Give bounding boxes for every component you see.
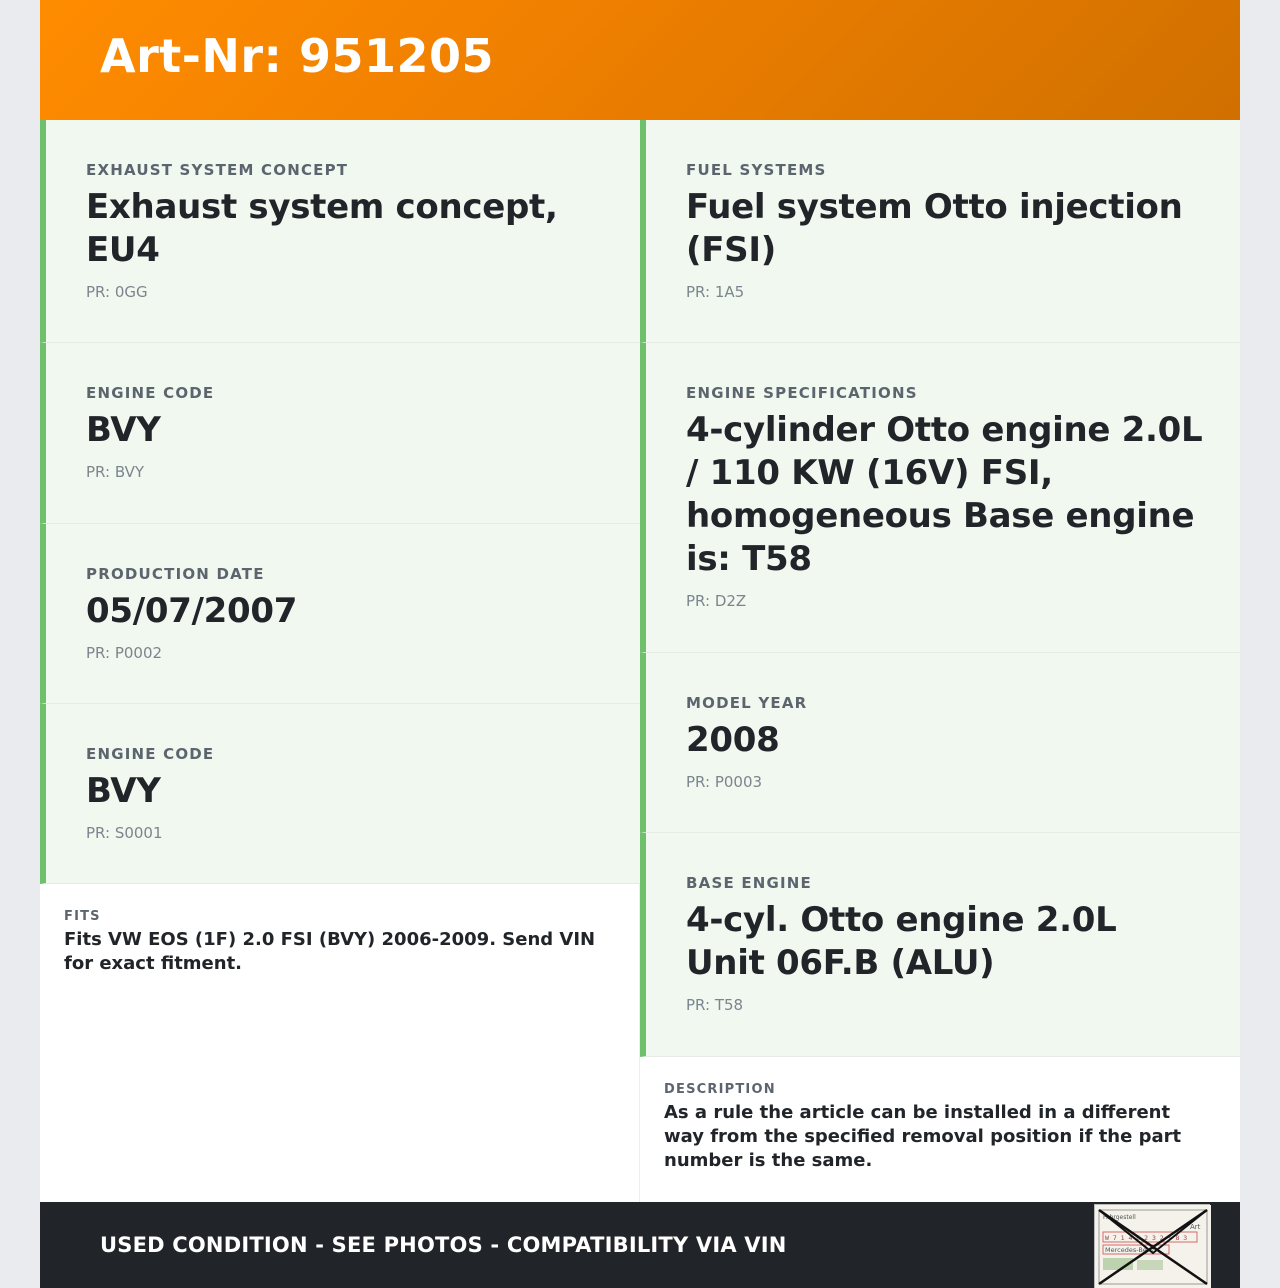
spec-card-production-date xyxy=(40,524,640,704)
spec-label: EXHAUST SYSTEM CONCEPT xyxy=(86,161,349,179)
spec-pr-code: PR: BVY xyxy=(86,463,145,481)
spec-label: ENGINE CODE xyxy=(86,384,215,402)
article-number-title: Art-Nr: 951205 xyxy=(100,29,495,83)
description-label: DESCRIPTION xyxy=(664,1082,776,1097)
spec-card-engine-specifications xyxy=(640,343,1240,653)
fits-section xyxy=(40,908,640,976)
fits-text: Fits VW EOS (1F) 2.0 FSI (BVY) 2006-2009. Send VIN for exact fitment. xyxy=(64,929,596,974)
stamp-field-label: Fahrgestell xyxy=(1103,1214,1136,1221)
spec-pr-code: PR: T58 xyxy=(686,996,744,1014)
footer-notice: USED CONDITION - SEE PHOTOS - COMPATIBILITY VIA VIN xyxy=(100,1233,787,1257)
spec-pr-code: PR: P0003 xyxy=(686,773,763,791)
product-sheet xyxy=(40,0,1240,1288)
spec-pr-code: PR: S0001 xyxy=(86,824,163,842)
footer-bar xyxy=(40,1202,1240,1288)
vin-label-thumbnail[interactable] xyxy=(1094,1204,1210,1288)
left-column xyxy=(40,120,640,884)
spec-card-base-engine xyxy=(640,833,1240,1057)
spec-pr-code: PR: 0GG xyxy=(86,283,148,301)
spec-label: MODEL YEAR xyxy=(686,694,808,712)
fits-label: FITS xyxy=(64,909,101,924)
vin-label-image xyxy=(1095,1205,1211,1288)
spec-label: PRODUCTION DATE xyxy=(86,565,265,583)
right-column xyxy=(640,120,1240,1057)
spec-card-engine-code-2 xyxy=(40,704,640,884)
spec-value: 4-cyl. Otto engine 2.0L Unit 06F.B (ALU) xyxy=(686,900,1117,983)
spec-value: BVY xyxy=(86,771,161,811)
spec-value: Fuel system Otto injection (FSI) xyxy=(686,187,1183,270)
description-section xyxy=(640,1081,1240,1173)
spec-label: BASE ENGINE xyxy=(686,874,813,892)
spec-pr-code: PR: P0002 xyxy=(86,644,163,662)
stamp-small-label: Art xyxy=(1190,1223,1201,1231)
spec-card-model-year xyxy=(640,653,1240,833)
spec-card-engine-code xyxy=(40,343,640,524)
spec-value: Exhaust system concept, EU4 xyxy=(86,187,558,270)
spec-card-exhaust xyxy=(40,120,640,343)
spec-label: FUEL SYSTEMS xyxy=(686,161,827,179)
header-banner xyxy=(40,0,1240,120)
stamp-brand-text: Mercedes-Benz xyxy=(1105,1246,1155,1254)
spec-value: BVY xyxy=(86,410,161,450)
spec-pr-code: PR: 1A5 xyxy=(686,283,745,301)
spec-value: 2008 xyxy=(686,720,780,760)
spec-label: ENGINE CODE xyxy=(86,745,215,763)
stamp-vin-text: W 7 1 4 6 2 3 2 1 8 3 xyxy=(1105,1234,1188,1242)
spec-value: 4-cylinder Otto engine 2.0L / 110 KW (16V) FSI, homogeneous Base engine is: T58 xyxy=(686,410,1203,579)
spec-value: 05/07/2007 xyxy=(86,591,298,631)
spec-card-fuel-system xyxy=(640,120,1240,343)
spec-label: ENGINE SPECIFICATIONS xyxy=(686,384,918,402)
description-text: As a rule the article can be installed in a different way from the specified removal position if the part number is the same. xyxy=(664,1102,1182,1171)
spec-pr-code: PR: D2Z xyxy=(686,592,747,610)
